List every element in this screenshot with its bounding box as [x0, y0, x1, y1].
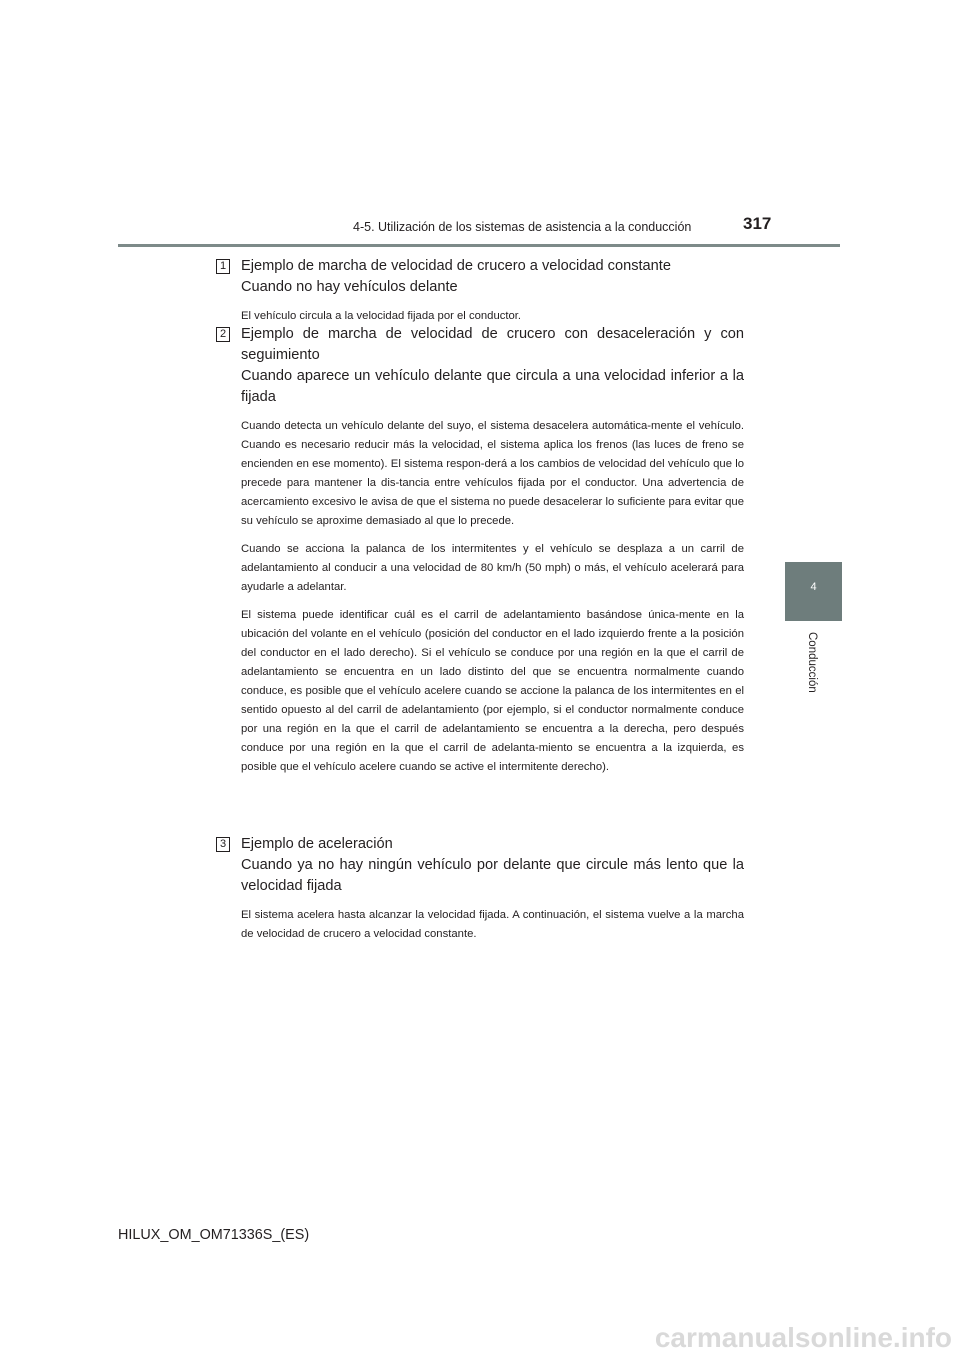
example-item-deceleration-follow: [219, 324, 744, 777]
item-heading-line: Cuando no hay vehículos delante: [241, 279, 458, 295]
section-header: 4-5. Utilización de los sistemas de asistencia a la conducción: [353, 220, 692, 234]
watermark: carmanualsonline.info: [654, 1322, 952, 1353]
item-heading-line: Cuando ya no hay ningún vehículo por delante que circule más lento que la velocidad fijada: [241, 857, 744, 894]
item-heading: [241, 324, 744, 408]
item-paragraph: El sistema puede identificar cuál es el carril de adelantamiento basándose única-mente en la ubicación del volante en el vehículo (posición del conductor en el lado izquierdo frente a la posición del conductor en el lado derecho). Si el vehículo se conduce por una región en la que el carril de adelantamiento se encuentra en un lado distinto del que se encuentra normalmente cuando conduce, es posible que el vehículo acelere cuando se accione la palanca de los intermitentes en el sentido opuesto al del carril de adelantamiento (por ejemplo, si el conductor normalmente conduce por una región en la que el carril de adelantamiento se encuentra a la derecha, pero después conduce por una región en la que el carril de adelanta-miento se encuentra a la izquierda, es posible que el vehículo acelere cuando se active el intermitente derecho).: [241, 609, 744, 773]
item-heading-line: Ejemplo de marcha de velocidad de crucero a velocidad constante: [241, 258, 671, 274]
item-heading-line: Cuando aparece un vehículo delante que circula a una velocidad inferior a la fijada: [241, 368, 744, 405]
item-paragraph: El vehículo circula a la velocidad fijada por el conductor.: [241, 310, 522, 322]
header-rule: [118, 244, 840, 247]
item-heading: [241, 834, 744, 897]
chapter-tab[interactable]: [785, 562, 842, 621]
chapter-tab-number: 4: [810, 581, 817, 593]
item-paragraph: El sistema acelera hasta alcanzar la velocidad fijada. A continuación, el sistema vuelve a la marcha de velocidad de crucero a velocidad constante.: [241, 909, 744, 940]
chapter-label: Conducción: [806, 632, 818, 693]
item-paragraph: Cuando detecta un vehículo delante del suyo, el sistema desacelera automática-mente el vehículo. Cuando es necesario reducir más la velocidad, el sistema aplica los frenos (las luces de freno se encienden en ese momento). El sistema respon-derá a los cambios de velocidad del vehículo que lo precede para mantener la dis-tancia entre vehículos fijada por el conductor. Una advertencia de acercamiento excesivo le avisa de que el sistema no puede desacelerar lo suficiente para evitar que su vehículo se aproxime demasiado al que lo precede.: [241, 420, 744, 527]
item-heading: [241, 256, 744, 298]
item-marker: 2: [216, 327, 230, 342]
example-item-acceleration: [219, 834, 744, 944]
item-heading-line: Ejemplo de aceleración: [241, 836, 393, 852]
item-marker: 3: [216, 837, 230, 852]
item-marker: 1: [216, 259, 230, 274]
page-number: 317: [743, 214, 772, 233]
example-item-constant-speed: [219, 256, 744, 326]
item-paragraph: Cuando se acciona la palanca de los intermitentes y el vehículo se desplaza a un carril de adelantamiento al conducir a una velocidad de 80 km/h (50 mph) o más, el vehículo acelerará para ayudarle a adelantar.: [241, 543, 744, 593]
footer-doc-code: HILUX_OM_OM71336S_(ES): [118, 1227, 310, 1243]
item-heading-line: Ejemplo de marcha de velocidad de crucero con desaceleración y con seguimiento: [241, 326, 744, 363]
